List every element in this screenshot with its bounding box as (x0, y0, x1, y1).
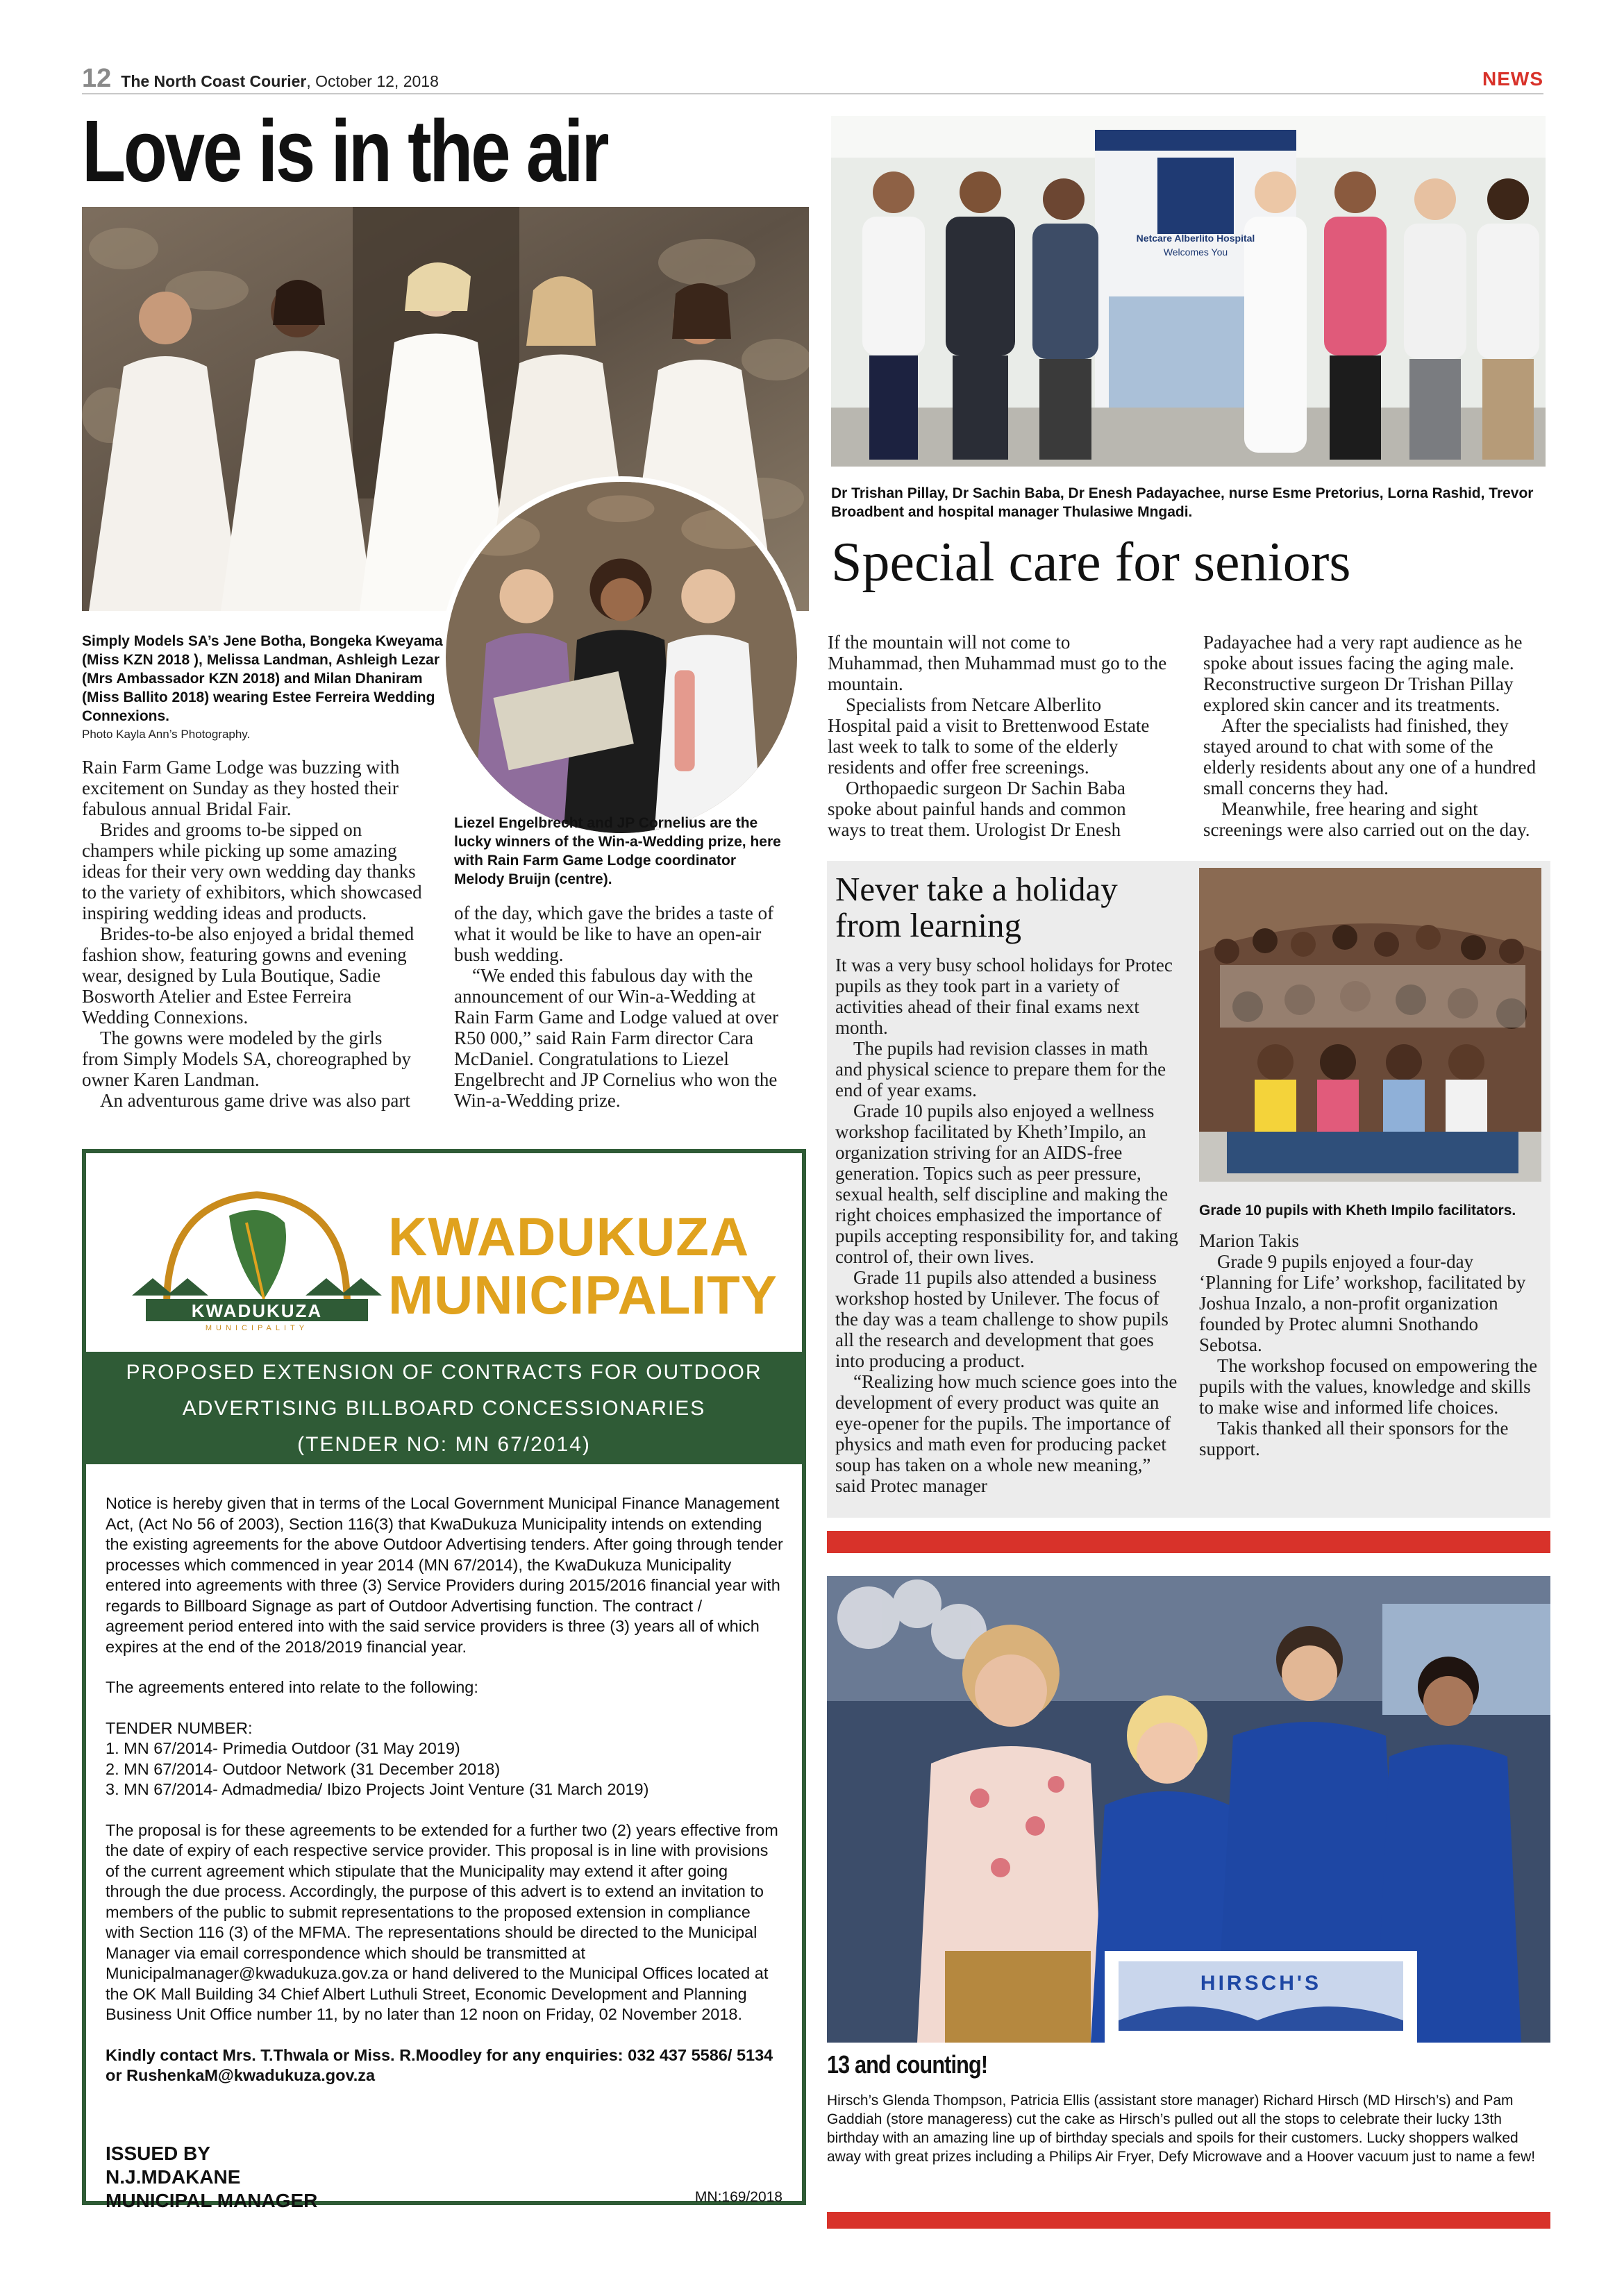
kwadukuza-advert (82, 1149, 806, 2211)
banner-line-1: PROPOSED EXTENSION OF CONTRACTS FOR OUTDOOR (126, 1361, 762, 1384)
municipal-logo (125, 1174, 389, 1341)
counting-caption: Hirsch’s Glenda Thompson, Patricia Ellis (assistant store manager) Richard Hirsch (MD Hirsch’s) and Pam Gaddiah (store manageress) cut the cake as Hirsch’s pulled out all the stops to celebrate their lucky 13th birthday with an amazing line up of birthday specials and spoils for their customers. Lucky shoppers walked away with great prizes including a Philips Air Fryer, Defy Microwave and a Hoover vacuum just to name a few! (827, 2093, 1536, 2165)
ad-reference: MN:169/2018 (694, 2189, 782, 2205)
logo-word: KWADUKUZA (191, 1300, 323, 1321)
paragraph: Marion Takis (1199, 1230, 1299, 1251)
paragraph: Orthopaedic surgeon Dr Sachin Baba spoke about painful hands and common ways to treat them. Urologist Dr Enesh (828, 778, 1126, 840)
ad-paragraph-2: The agreements entered into relate to the following: (106, 1678, 478, 1696)
holiday-headline-line-1: Never take a holiday (835, 870, 1118, 908)
paragraph: Rain Farm Game Lodge was buzzing with excitement on Sunday as they hosted their fabulous annual Bridal Fair. (82, 757, 400, 819)
paragraph: Meanwhile, free hearing and sight screenings were also carried out on the day. (1203, 798, 1530, 840)
holiday-headline-line-2: from learning (835, 906, 1022, 944)
paragraph: Takis thanked all their sponsors for the support. (1199, 1418, 1509, 1459)
win-a-wedding-inset-photo (440, 476, 803, 839)
netcare-caption: Dr Trishan Pillay, Dr Sachin Baba, Dr Enesh Padayachee, nurse Esme Pretorius, Lorna Rashid, Trevor Broadbent and hospital manager Thulasiwe Mngadi. (831, 485, 1534, 520)
paragraph: The workshop focused on empowering the pupils with the values, knowledge and skills to make wise and informed life choices. (1199, 1355, 1538, 1418)
bridal-photo-credit: Photo Kayla Ann’s Photography. (82, 728, 251, 741)
paragraph: “Realizing how much science goes into the development of every product was quite an eye-opener for the pupils. The importance of physics and math even for producing packet soup has taken on a whole new meaning,” said Protec manager (835, 1371, 1178, 1496)
logo-sub: MUNICIPALITY (205, 1324, 309, 1332)
hirschs-cake-photo (827, 1576, 1550, 2043)
love-column-2 (454, 903, 794, 1111)
ad-body (106, 1493, 783, 2086)
tender-item: 2. MN 67/2014- Outdoor Network (31 December 2018) (106, 1759, 501, 1778)
love-column-1 (82, 757, 422, 1111)
ad-paragraph-3: The proposal is for these agreements to be extended for a further two (2) years effective from the date of expiry of each respective service provider. This proposal is in line with provisions of the current agreement which stipulate that the Municipality may extend it after going through the due process. Accordingly, the purpose of this advert is to extend an invitation to members of the public to submit representations to the proposed extension in compliance with Section 116 (3) of the MFMA. The representations should be directed to the Municipal Manager via email correspondence which should be transmitted at Municipalmanager@kwadukuza.gov.za or hand delivered to the Municipal Offices located at the OK Mall Building 34 Chief Albert Luthuli Street, Economic Development and Planning Business Unit Office number 11, by no later than 12 noon on Friday, 02 November 2018. (106, 1820, 778, 2023)
paragraph: If the mountain will not come to Muhammad, then Muhammad must go to the mountain. (828, 632, 1167, 694)
tender-item: 1. MN 67/2014- Primedia Outdoor (31 May 2019) (106, 1739, 460, 1757)
netcare-sign-line-1: Netcare Alberlito Hospital (1136, 233, 1255, 244)
holiday-column-2 (1199, 1230, 1543, 1459)
cake-lettering: HIRSCH'S (1200, 1972, 1322, 1995)
paragraph: An adventurous game drive was also part (100, 1090, 410, 1111)
grade10-caption: Grade 10 pupils with Kheth Impilo facilitators. (1199, 1203, 1516, 1218)
tender-item: 3. MN 67/2014- Admadmedia/ Ibizo Projects Joint Venture (31 March 2019) (106, 1780, 649, 1798)
ad-title-line-1: KWADUKUZA (388, 1206, 750, 1267)
grade10-pupils-photo (1199, 868, 1541, 1182)
seniors-column-1 (828, 632, 1168, 840)
publication-name: The North Coast Courier, October 12, 2018 (121, 72, 439, 90)
ad-banner (86, 1352, 802, 1464)
inset-caption: Liezel Engelbrecht and JP Cornelius are the lucky winners of the Win-a-Wedding prize, here with Rain Farm Game Lodge coordinator Melody Bruijn (centre). (454, 815, 781, 887)
tender-heading: TENDER NUMBER: (106, 1718, 253, 1737)
header-rule (82, 93, 1543, 94)
paragraph: of the day, which gave the brides a taste of what it would be like to have an open-air bush wedding. (454, 903, 774, 965)
ad-contact: Kindly contact Mrs. T.Thwala or Miss. R.Moodley for any enquiries: 032 437 5586/ 5134 or RushenkaM@kwadukuza.gov.za (106, 2045, 773, 2084)
paragraph: The gowns were modeled by the girls from Simply Models SA, choreographed by owner Karen Landman. (82, 1028, 411, 1090)
paragraph: “We ended this fabulous day with the announcement of our Win-a-Wedding at Rain Farm Game and Lodge valued at over R50 000,” said Rain Farm director Cara McDaniel. Congratulations to Liezel Engelbrecht and JP Cornelius who won the Win-a-Wedding prize. (454, 965, 779, 1111)
banner-line-2: ADVERTISING BILLBOARD CONCESSIONARIES (182, 1397, 706, 1420)
manager-name: N.J.MDAKANE (106, 2166, 241, 2188)
banner-line-3: (TENDER NO: MN 67/2014) (297, 1433, 591, 1456)
netcare-group-photo (831, 116, 1546, 467)
paragraph: After the specialists had finished, they stayed around to chat with some of the elderly residents about any one of a hundred small concerns they had. (1203, 715, 1537, 798)
ad-signoff (106, 2142, 317, 2213)
page-number: 12 (82, 64, 112, 93)
paragraph: Grade 9 pupils enjoyed a four-day ‘Planning for Life’ workshop, facilitated by Joshua Inzalo, a non-profit organization founded by Protec alumni Snothando Sebotsa. (1199, 1251, 1526, 1355)
paragraph: Padayachee had a very rapt audience as he spoke about issues facing the aging male. Reconstructive surgeon Dr Trishan Pillay explored skin cancer and its treatments. (1203, 632, 1523, 715)
page-header (82, 64, 439, 92)
counting-top-bar (827, 1531, 1550, 1553)
seniors-column-2 (1203, 632, 1548, 840)
holiday-headline (835, 871, 1118, 944)
seniors-headline: Special care for seniors (831, 532, 1351, 593)
counting-headline: 13 and counting! (827, 2050, 988, 2079)
ad-title-line-2: MUNICIPALITY (388, 1264, 778, 1325)
ad-paragraph-1: Notice is hereby given that in terms of the Local Government Municipal Finance Management Act, (Act No 56 of 2003), Section 116(3) that KwaDukuza Municipality intends on extending the existing agreements for the above Outdoor Advertising tenders. After going through tender processes which commenced in year 2014 (MN 67/2014), the KwaDukuza Municipality entered into agreements with three (3) Service Providers during 2015/2016 financial year with regards to Billboard Signage as part of Outdoor Advertising function. The contract / agreement period entered into with the said service providers is three (3) years all of which expires at the end of the 2018/2019 financial year. (106, 1494, 783, 1656)
paragraph: It was a very busy school holidays for Protec pupils as they took part in a variety of activities ahead of their final exams next month. (835, 955, 1173, 1038)
paragraph: Specialists from Netcare Alberlito Hospital paid a visit to Brettenwood Estate last week to talk to some of the elderly residents and offer free screenings. (828, 694, 1150, 778)
paragraph: Brides and grooms to-be sipped on champers while picking up some amazing ideas for their very own wedding day thanks to the variety of exhibitors, which showcased inspiring wedding ideas and products. (82, 819, 422, 923)
issued-by: ISSUED BY (106, 2143, 210, 2164)
holiday-column-1 (835, 955, 1179, 1496)
bridal-caption: Simply Models SA’s Jene Botha, Bongeka Kweyama (Miss KZN 2018 ), Melissa Landman, Ashleigh Lezar (Mrs Ambassador KZN 2018) and Milan Dhaniram (Miss Ballito 2018) wearing Estee Ferreira Wedding Connexions. (82, 633, 443, 724)
love-headline: Love is in the air (82, 102, 608, 200)
paragraph: Grade 11 pupils also attended a business workshop hosted by Unilever. The focus of the day was a team challenge to show pupils all the research and development that goes into producing a product. (835, 1267, 1169, 1371)
counting-bottom-bar (827, 2212, 1550, 2229)
paragraph: Grade 10 pupils also enjoyed a wellness workshop facilitated by Kheth’Impilo, an organization striving for an AIDS-free generation. Topics such as peer pressure, sexual health, self discipline and making the right choices emphasized the importance of pupils accepting responsibility for, and taking control of, their own lives. (835, 1100, 1178, 1267)
section-label: NEWS (1482, 68, 1543, 90)
paragraph: The pupils had revision classes in math and physical science to prepare them for the end of year exams. (835, 1038, 1166, 1100)
manager-role: MUNICIPAL MANAGER (106, 2190, 318, 2211)
paragraph: Brides-to-be also enjoyed a bridal themed fashion show, featuring gowns and evening wear, designed by Lula Boutique, Sadie Bosworth Atelier and Estee Ferreira Wedding Connexions. (82, 923, 415, 1028)
netcare-sign-line-2: Welcomes You (1163, 246, 1228, 258)
